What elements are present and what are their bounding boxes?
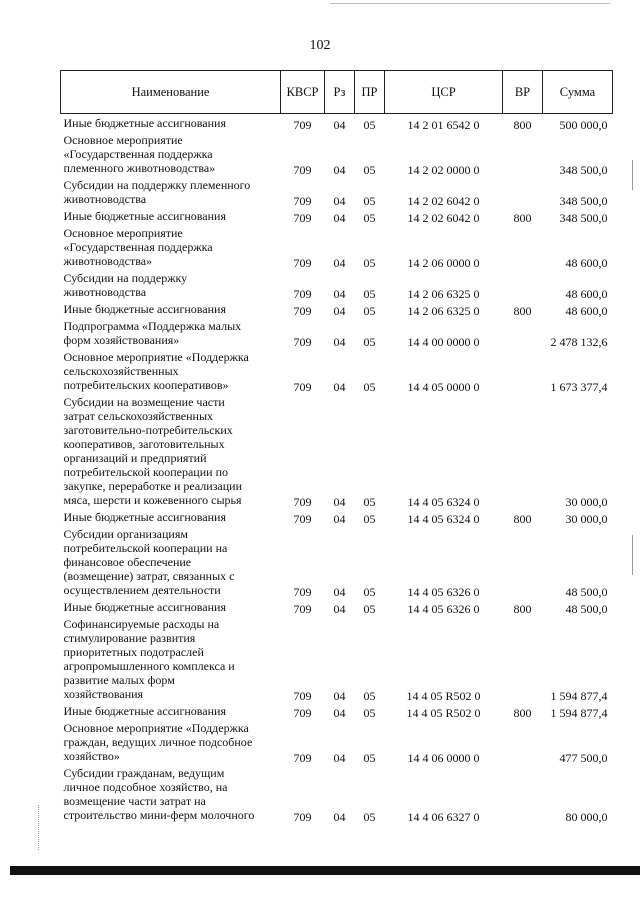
row-csr: 14 4 05 6324 0	[407, 495, 480, 509]
row-vr: 800	[513, 706, 532, 720]
row-kvsr: 709	[293, 751, 312, 765]
scan-mark	[632, 160, 633, 190]
row-rz: 04	[333, 689, 346, 703]
row-sum: 348 500,0	[559, 211, 608, 225]
table-row	[61, 765, 613, 824]
table-row	[61, 114, 613, 133]
row-kvsr: 709	[293, 335, 312, 349]
row-csr: 14 4 05 R502 0	[406, 689, 481, 703]
row-pr: 05	[363, 118, 376, 132]
row-csr: 14 2 02 6042 0	[407, 211, 480, 225]
row-kvsr: 709	[293, 689, 312, 703]
header-sum: Сумма	[543, 71, 613, 114]
row-rz: 04	[333, 287, 346, 301]
row-sum: 348 500,0	[559, 163, 608, 177]
row-rz: 04	[333, 602, 346, 616]
row-name: Субсидии гражданам, ведущим личное подсобное хозяйство, на возмещение части затрат на строительство мини-ферм молочного	[63, 766, 255, 822]
row-pr: 05	[363, 256, 376, 270]
row-kvsr: 709	[293, 495, 312, 509]
row-pr: 05	[363, 304, 376, 318]
row-pr: 05	[363, 194, 376, 208]
header-pr: ПР	[355, 71, 385, 114]
row-pr: 05	[363, 495, 376, 509]
row-kvsr: 709	[293, 810, 312, 824]
row-csr: 14 4 05 0000 0	[407, 380, 480, 394]
row-vr	[503, 177, 543, 208]
row-sum: 80 000,0	[565, 810, 608, 824]
header-kvsr: КВСР	[281, 71, 325, 114]
table-row	[61, 509, 613, 526]
row-vr	[503, 225, 543, 270]
row-sum: 48 500,0	[565, 602, 608, 616]
row-rz: 04	[333, 163, 346, 177]
row-pr: 05	[363, 706, 376, 720]
page-number: 102	[309, 38, 331, 53]
row-rz: 04	[333, 335, 346, 349]
table-row	[61, 225, 613, 270]
row-pr: 05	[363, 211, 376, 225]
row-rz: 04	[333, 380, 346, 394]
scan-dots	[38, 805, 42, 850]
table-row	[61, 318, 613, 349]
row-csr: 14 4 05 6326 0	[407, 602, 480, 616]
row-csr: 14 4 06 6327 0	[407, 810, 480, 824]
row-vr	[503, 318, 543, 349]
table-row	[61, 301, 613, 318]
row-vr: 800	[513, 602, 532, 616]
row-vr	[503, 394, 543, 509]
row-name: Основное мероприятие «Государственная поддержка животноводства»	[63, 226, 213, 268]
row-sum: 500 000,0	[559, 118, 608, 132]
row-vr: 800	[513, 512, 532, 526]
row-rz: 04	[333, 810, 346, 824]
row-pr: 05	[363, 751, 376, 765]
row-pr: 05	[363, 689, 376, 703]
row-vr	[503, 720, 543, 765]
row-kvsr: 709	[293, 118, 312, 132]
row-vr	[503, 616, 543, 703]
row-name: Иные бюджетные ассигнования	[63, 510, 226, 524]
row-pr: 05	[363, 287, 376, 301]
row-kvsr: 709	[293, 380, 312, 394]
row-rz: 04	[333, 585, 346, 599]
table-row	[61, 616, 613, 703]
row-name: Иные бюджетные ассигнования	[63, 116, 226, 130]
row-rz: 04	[333, 512, 346, 526]
row-vr: 800	[513, 211, 532, 225]
row-csr: 14 4 05 R502 0	[406, 706, 481, 720]
row-pr: 05	[363, 585, 376, 599]
row-csr: 14 2 06 6325 0	[407, 304, 480, 318]
table-row	[61, 177, 613, 208]
row-kvsr: 709	[293, 163, 312, 177]
table-row	[61, 720, 613, 765]
row-name: Субсидии на возмещение части затрат сельскохозяйственных заготовительно-потребительских кооперативов, заготовительных организаций и предприятий потребительской кооперации по закупке, переработке и реализации мяса, шерсти и кожевенного сырья	[63, 395, 243, 507]
row-rz: 04	[333, 256, 346, 270]
row-sum: 48 500,0	[565, 585, 608, 599]
row-rz: 04	[333, 495, 346, 509]
row-vr	[503, 765, 543, 824]
row-name: Основное мероприятие «Поддержка сельскохозяйственных потребительских кооперативов»	[63, 350, 249, 392]
row-rz: 04	[333, 211, 346, 225]
row-kvsr: 709	[293, 706, 312, 720]
row-name: Иные бюджетные ассигнования	[63, 600, 226, 614]
row-rz: 04	[333, 118, 346, 132]
row-kvsr: 709	[293, 287, 312, 301]
row-csr: 14 4 05 6324 0	[407, 512, 480, 526]
row-kvsr: 709	[293, 585, 312, 599]
row-csr: 14 2 02 0000 0	[407, 163, 480, 177]
row-pr: 05	[363, 602, 376, 616]
row-name: Подпрограмма «Поддержка малых форм хозяйствования»	[63, 319, 242, 347]
row-name: Субсидии организациям потребительской кооперации на финансовое обеспечение (возмещение) затрат, связанных с осуществлением деятельности	[63, 527, 235, 597]
row-csr: 14 4 00 0000 0	[407, 335, 480, 349]
table-row	[61, 394, 613, 509]
row-csr: 14 2 06 0000 0	[407, 256, 480, 270]
row-kvsr: 709	[293, 256, 312, 270]
scan-bottom-bar	[10, 866, 640, 875]
row-rz: 04	[333, 706, 346, 720]
row-csr: 14 2 01 6542 0	[407, 118, 480, 132]
row-csr: 14 2 02 6042 0	[407, 194, 480, 208]
table-row	[61, 526, 613, 599]
row-rz: 04	[333, 304, 346, 318]
table-row	[61, 270, 613, 301]
row-sum: 48 600,0	[565, 287, 608, 301]
row-csr: 14 2 06 6325 0	[407, 287, 480, 301]
row-sum: 348 500,0	[559, 194, 608, 208]
row-kvsr: 709	[293, 512, 312, 526]
row-csr: 14 4 06 0000 0	[407, 751, 480, 765]
table-row	[61, 208, 613, 225]
budget-table	[60, 70, 613, 824]
table-row	[61, 349, 613, 394]
row-sum: 1 594 877,4	[550, 706, 608, 720]
scan-edge-line	[330, 3, 610, 4]
row-csr: 14 4 05 6326 0	[407, 585, 480, 599]
row-pr: 05	[363, 512, 376, 526]
header-vr: ВР	[503, 71, 543, 114]
header-csr: ЦСР	[385, 71, 503, 114]
row-kvsr: 709	[293, 304, 312, 318]
row-name: Основное мероприятие «Поддержка граждан, ведущих личное подсобное хозяйство»	[63, 721, 253, 763]
scan-mark	[632, 535, 633, 575]
row-name: Субсидии на поддержку племенного животноводства	[63, 178, 251, 206]
table-body	[61, 114, 613, 825]
row-sum: 1 594 877,4	[550, 689, 608, 703]
row-kvsr: 709	[293, 211, 312, 225]
row-pr: 05	[363, 380, 376, 394]
row-name: Иные бюджетные ассигнования	[63, 209, 226, 223]
row-vr	[503, 349, 543, 394]
table-row	[61, 132, 613, 177]
row-rz: 04	[333, 194, 346, 208]
header-rz: Рз	[325, 71, 355, 114]
row-sum: 48 600,0	[565, 304, 608, 318]
table-row	[61, 703, 613, 720]
row-sum: 2 478 132,6	[550, 335, 608, 349]
row-vr	[503, 270, 543, 301]
row-sum: 477 500,0	[559, 751, 608, 765]
row-name: Иные бюджетные ассигнования	[63, 302, 226, 316]
row-name: Субсидии на поддержку животноводства	[63, 271, 188, 299]
header-name: Наименование	[61, 71, 281, 114]
row-sum: 30 000,0	[565, 512, 608, 526]
row-pr: 05	[363, 163, 376, 177]
row-pr: 05	[363, 335, 376, 349]
table-header-row	[61, 71, 613, 114]
row-sum: 1 673 377,4	[550, 380, 608, 394]
row-pr: 05	[363, 810, 376, 824]
row-rz: 04	[333, 751, 346, 765]
row-name: Основное мероприятие «Государственная поддержка племенного животноводства»	[63, 133, 216, 175]
table-row	[61, 599, 613, 616]
row-vr: 800	[513, 118, 532, 132]
row-kvsr: 709	[293, 602, 312, 616]
row-name: Иные бюджетные ассигнования	[63, 704, 226, 718]
row-vr: 800	[513, 304, 532, 318]
row-sum: 48 600,0	[565, 256, 608, 270]
row-sum: 30 000,0	[565, 495, 608, 509]
row-vr	[503, 526, 543, 599]
row-vr	[503, 132, 543, 177]
row-name: Софинансируемые расходы на стимулирование развития приоритетных подотраслей агропромышленного комплекса и развитие малых форм хозяйствования	[63, 617, 235, 701]
row-kvsr: 709	[293, 194, 312, 208]
